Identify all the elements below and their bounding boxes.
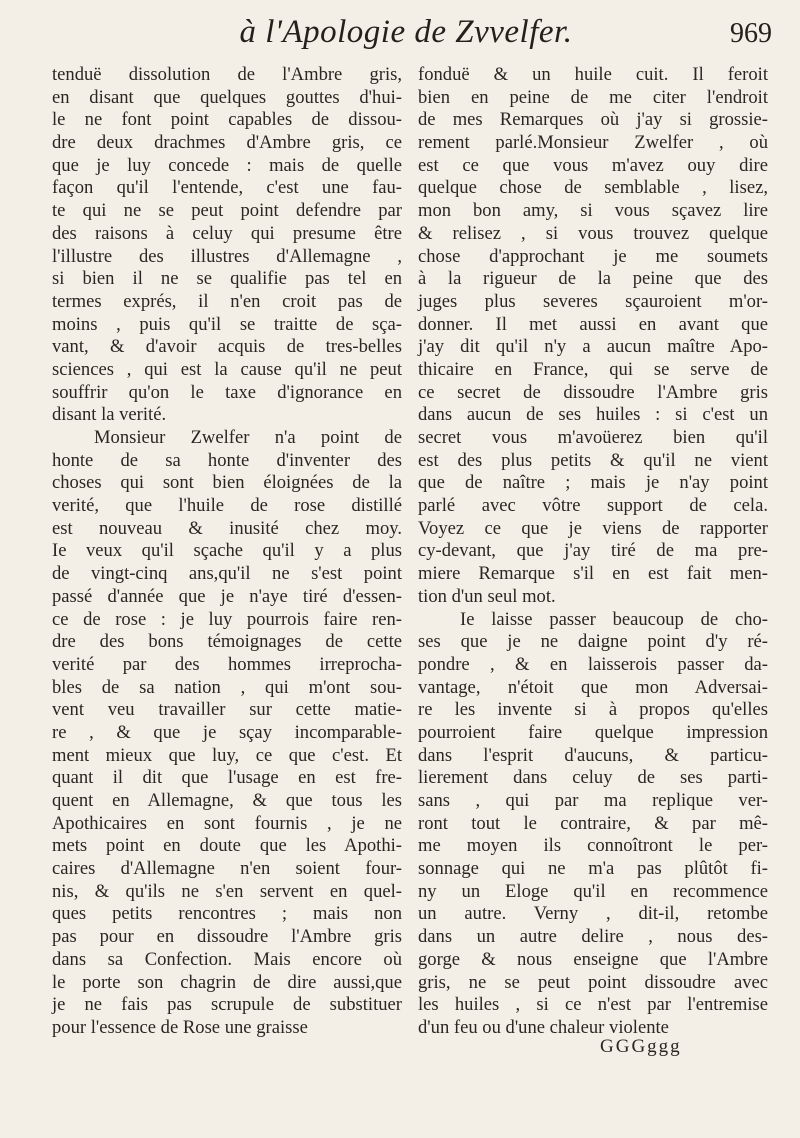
text-line: vent veu travailler sur cette matie- — [52, 699, 402, 721]
text-line: vantage, n'étoit que mon Adversai- — [418, 676, 768, 698]
right-text-column — [418, 64, 768, 1040]
text-line: ce secret de dissoudre l'Ambre gris — [418, 381, 768, 403]
text-line: ques petits rencontres ; mais non — [52, 903, 402, 925]
text-line: choses qui sont bien éloignées de la — [52, 472, 402, 494]
text-line: honte de sa honte d'inventer des — [52, 449, 402, 471]
text-line: juges plus severes sçauroient m'or- — [418, 290, 768, 312]
text-line: quant il dit que l'usage en est fre- — [52, 767, 402, 789]
text-line: façon qu'il l'entende, c'est une fau- — [52, 177, 402, 199]
running-header — [40, 14, 772, 58]
text-line: vant, & d'avoir acquis de tres-belles — [52, 336, 402, 358]
text-line: nis, & qu'ils ne s'en servent en quel- — [52, 880, 402, 902]
text-line: je ne fais pas scrupule de substituer — [52, 994, 402, 1016]
text-line: caires d'Allemagne n'en soient four- — [52, 858, 402, 880]
text-line: tenduë dissolution de l'Ambre gris, — [52, 64, 402, 85]
text-line: que de naître ; mais je n'ay point — [418, 472, 768, 494]
text-line: pourroient faire quelque impression — [418, 721, 768, 743]
text-line: Apothicaires en sont fournis , je ne — [52, 812, 402, 834]
running-title: à l'Apologie de Zvvelfer. — [239, 14, 573, 50]
text-line: dans un autre delire , nous des- — [418, 926, 768, 948]
text-line: à la rigueur de la peine que des — [418, 268, 768, 290]
text-line: re les invente si à propos qu'elles — [418, 699, 768, 721]
text-line: les huiles , si ce n'est par l'entremise — [418, 994, 768, 1016]
text-line: des raisons à celuy qui presume être — [52, 222, 402, 244]
text-line: Monsieur Zwelfer n'a point de — [94, 427, 402, 448]
text-line: pondre , & en laisserois passer da- — [418, 653, 768, 675]
text-line: cy-devant, que j'ay tiré de ma pre- — [418, 540, 768, 562]
text-line: dans l'esprit d'aucuns, & particu- — [418, 744, 768, 766]
text-line: j'ay dit qu'il n'y a aucun maître Apo- — [418, 336, 768, 358]
text-line: rement parlé.Monsieur Zwelfer , où — [418, 132, 768, 154]
page-number: 969 — [730, 18, 772, 49]
left-text-column — [52, 64, 402, 1040]
text-line: ny un Eloge qu'il en recommence — [418, 880, 768, 902]
text-line: me moyen ils connoîtront le per- — [418, 835, 768, 857]
text-line: mets point en doute que les Apothi- — [52, 835, 402, 857]
text-line: pour l'essence de Rose une graisse — [52, 1016, 308, 1038]
text-line: de vingt-cinq ans,qu'il ne s'est point — [52, 563, 402, 585]
text-line: & relisez , si vous trouvez quelque — [418, 222, 768, 244]
text-line: passé d'année que je n'aye tiré d'essen- — [52, 585, 402, 607]
text-line: verité par des hommes irreprocha- — [52, 653, 402, 675]
text-line: dans aucun de ses huiles : si c'est un — [418, 404, 768, 426]
text-line: chose d'approchant je me soumets — [418, 245, 768, 267]
text-line: bles de sa nation , qui m'ont sou- — [52, 676, 402, 698]
text-line: que je luy concede : mais de quelle — [52, 154, 402, 176]
text-line: ses que je ne daigne point d'y ré- — [418, 631, 768, 653]
text-line: tion d'un seul mot. — [418, 585, 556, 607]
catchword: GGGggg — [600, 1036, 682, 1057]
text-line: en disant que quelques gouttes d'hui- — [52, 86, 402, 108]
text-line: sans , qui par ma replique ver- — [418, 790, 768, 811]
text-line: quelque chose de semblable , lisez, — [418, 177, 768, 199]
text-line: est ce que vous m'avez ouy dire — [418, 154, 768, 176]
text-line: souffrir qu'on le taxe d'ignorance en — [52, 381, 402, 403]
text-line: re , & que je sçay incomparable- — [52, 721, 402, 743]
text-line: dans sa Confection. Mais encore où — [52, 948, 402, 970]
text-line: ront tout le contraire, & par mê- — [418, 812, 768, 834]
text-line: le ne font point capables de dissou- — [52, 109, 402, 131]
text-line: te qui ne se peut point defendre par — [52, 200, 402, 222]
text-line: mon bon amy, si vous sçavez lire — [418, 200, 768, 222]
text-line: Ie veux qu'il sçache qu'il y a plus — [52, 540, 402, 562]
text-line: ce de rose : je luy pourrois faire ren- — [52, 608, 402, 630]
text-line: thicaire en France, qui se serve de — [418, 358, 768, 380]
text-line: sciences , qui est la cause qu'il ne peut — [52, 358, 402, 380]
text-line: dre des bons témoignages de cette — [52, 631, 402, 653]
text-line: fonduë & un huile cuit. Il feroit — [418, 64, 768, 85]
text-line: est nouveau & inusité chez moy. — [52, 517, 402, 539]
text-line: Voyez ce que je viens de rapporter — [418, 517, 768, 539]
text-line: termes exprés, il n'en croit pas de — [52, 290, 402, 312]
text-line: dre deux drachmes d'Ambre gris, ce — [52, 132, 402, 154]
text-line: secret vous m'avoüerez bien qu'il — [418, 427, 768, 448]
text-line: l'illustre des illustres d'Allemagne , — [52, 245, 402, 267]
text-line: Ie laisse passer beaucoup de cho- — [460, 608, 768, 630]
text-line: verité, que l'huile de rose distillé — [52, 495, 402, 517]
text-line: pas pour en dissoudre l'Ambre gris — [52, 926, 402, 948]
text-line: si bien il ne se qualifie pas tel en — [52, 268, 402, 290]
text-line: miere Remarque s'il en est fait men- — [418, 563, 768, 585]
text-line: disant la verité. — [52, 404, 167, 426]
text-line: moins , puis qu'il se traitte de sça- — [52, 313, 402, 335]
text-line: ment mieux que luy, ce que c'est. Et — [52, 744, 402, 766]
text-line: est des plus petits & qu'il ne vient — [418, 449, 768, 471]
text-line: sonnage qui ne m'a pas plûtôt fi- — [418, 858, 768, 880]
text-line: le porte son chagrin de dire aussi,que — [52, 971, 402, 993]
text-line: parlé avec vôtre support de cela. — [418, 495, 768, 517]
text-line: lierement dans celuy de ses parti- — [418, 767, 768, 789]
text-line: d'un feu ou d'une chaleur violente — [418, 1016, 669, 1038]
text-line: gris, ne se peut point dissoudre avec — [418, 971, 768, 993]
text-line: gorge & nous enseigne que l'Ambre — [418, 948, 768, 970]
text-line: bien en peine de me citer l'endroit — [418, 86, 768, 108]
text-line: un autre. Verny , dit-il, retombe — [418, 903, 768, 925]
text-line: de mes Remarques où j'ay si grossie- — [418, 109, 768, 131]
text-line: donner. Il met aussi en avant que — [418, 313, 768, 335]
text-line: quent en Allemagne, & que tous les — [52, 790, 402, 811]
